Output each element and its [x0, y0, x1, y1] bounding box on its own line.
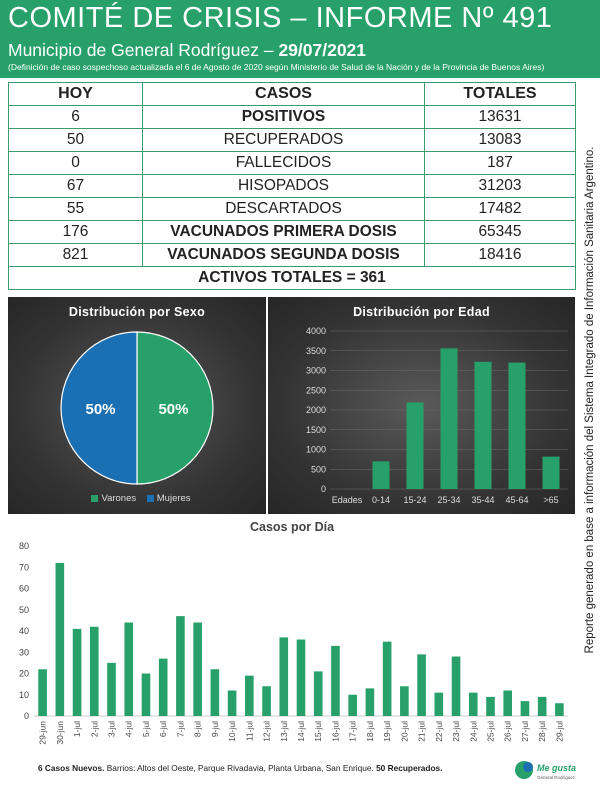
x-tick-label: 18-jul [364, 721, 375, 742]
table-row [9, 175, 576, 198]
report-subtitle [8, 40, 366, 61]
bar [279, 637, 288, 716]
bar [262, 686, 271, 716]
bar [521, 701, 530, 716]
daily-cases-bar-chart [8, 516, 576, 756]
y-tick-label: 80 [18, 541, 29, 551]
bar [452, 657, 461, 717]
x-tick-label: 11-jul [244, 721, 255, 742]
y-tick-label: 70 [18, 562, 29, 573]
bar [555, 703, 564, 716]
hoy-cell: 821 [9, 244, 143, 267]
bar [297, 640, 306, 717]
neighborhoods-note: Barrios: Altos del Oeste, Parque Rivadavia, Planta Urbana, San Enrique. [104, 763, 377, 773]
sex-distribution-panel [8, 297, 266, 514]
x-tick-label: 27-jul [519, 721, 530, 742]
sex-pie-chart [8, 297, 266, 514]
bar [228, 691, 237, 717]
bar [538, 697, 547, 716]
total-cell: 13631 [425, 106, 576, 129]
y-tick-label: 2000 [305, 405, 326, 415]
bar [486, 697, 495, 716]
bar [90, 627, 99, 716]
logo-subtext: General Rodríguez [537, 775, 576, 780]
bar [124, 623, 133, 717]
bar [509, 363, 526, 489]
age-chart-title: Distribución por Edad [353, 305, 490, 319]
logo-text: Me gusta [537, 763, 577, 773]
bar [56, 563, 65, 716]
x-tick-label: 25-jul [485, 721, 496, 742]
y-tick-label: 1500 [305, 424, 326, 435]
recovered-note: 50 Recuperados. [376, 763, 443, 773]
header-hoy: HOY [9, 83, 143, 106]
x-tick-label: 17-jul [347, 721, 358, 742]
x-tick-label: 19-jul [382, 721, 393, 742]
x-tick-label: 10-jul [227, 721, 238, 742]
x-tick-label: 16-jul [330, 721, 341, 742]
x-tick-label: 7-jul [175, 721, 186, 738]
case-label: FALLECIDOS [143, 152, 425, 175]
bar [373, 461, 390, 489]
bar [314, 671, 323, 716]
bar [159, 659, 168, 716]
case-label: HISOPADOS [143, 175, 425, 198]
table-row [9, 152, 576, 175]
x-tick-label: 12-jul [261, 721, 272, 742]
bar [73, 629, 82, 716]
x-tick-label: 15-24 [403, 495, 427, 505]
hoy-cell: 6 [9, 106, 143, 129]
total-cell: 18416 [425, 244, 576, 267]
new-cases-note: 6 Casos Nuevos. [38, 763, 105, 773]
x-tick-label: 4-jul [123, 721, 134, 738]
y-tick-label: 1000 [305, 444, 326, 455]
total-cell: 31203 [425, 175, 576, 198]
bar [348, 695, 357, 716]
y-tick-label: 10 [18, 689, 29, 700]
bar [193, 623, 202, 717]
y-tick-label: 0 [320, 484, 326, 494]
y-tick-label: 20 [18, 668, 29, 679]
x-tick-label: 30-jun [54, 721, 65, 745]
source-note-text: Reporte generado en base a información del Sistema Integrado de Información Sanitaria Argentino. [584, 146, 596, 654]
report-date: 29/07/2021 [278, 40, 367, 60]
x-tick-label: Edades [331, 495, 363, 505]
x-tick-label: 5-jul [140, 721, 151, 738]
hoy-cell: 176 [9, 221, 143, 244]
bar [475, 362, 492, 489]
pie-slice-label: 50% [85, 401, 116, 418]
bar [107, 663, 116, 716]
x-tick-label: 23-jul [451, 721, 462, 742]
bar [176, 616, 185, 716]
bar [417, 654, 426, 716]
x-tick-label: 29-jun [37, 721, 48, 745]
bar [441, 348, 458, 489]
bar [435, 693, 444, 716]
x-tick-label: 15-jul [313, 721, 324, 742]
bar [38, 669, 47, 716]
x-tick-label: 20-jul [399, 721, 410, 742]
case-label: RECUPERADOS [143, 129, 425, 152]
x-tick-label: 29-jul [554, 721, 565, 742]
x-tick-label: 21-jul [416, 721, 427, 742]
table-header-row [9, 83, 576, 106]
case-label: VACUNADOS SEGUNDA DOSIS [143, 244, 425, 267]
x-tick-label: 8-jul [192, 721, 203, 738]
total-cell: 13083 [425, 129, 576, 152]
case-definition-note: (Definición de caso sospechoso actualizada el 6 de Agosto de 2020 según Ministerio de Salud de la Nación y de la Provincia de Buenos Aires) [8, 62, 545, 72]
bar [211, 669, 220, 716]
report-header [0, 0, 600, 78]
x-tick-label: 25-34 [437, 495, 461, 505]
bar [407, 402, 424, 489]
x-tick-label: >65 [543, 495, 559, 505]
bar [245, 676, 254, 716]
y-tick-label: 4000 [305, 326, 326, 336]
bar [331, 646, 340, 716]
y-tick-label: 2500 [305, 385, 326, 396]
x-tick-label: 6-jul [158, 721, 169, 738]
activos-row [9, 267, 576, 290]
x-tick-label: 26-jul [502, 721, 513, 742]
y-tick-label: 500 [310, 464, 326, 475]
bar [142, 674, 151, 717]
y-tick-label: 30 [18, 647, 29, 658]
table-row [9, 106, 576, 129]
table-row [9, 129, 576, 152]
hoy-cell: 55 [9, 198, 143, 221]
bar [469, 693, 478, 716]
x-tick-label: 2-jul [89, 721, 100, 738]
y-tick-label: 3000 [305, 365, 326, 376]
x-tick-label: 0-14 [371, 495, 391, 505]
x-tick-label: 35-44 [471, 495, 495, 505]
x-tick-label: 24-jul [468, 721, 479, 742]
total-cell: 17482 [425, 198, 576, 221]
daily-chart-title: Casos por Día [249, 520, 335, 534]
header-casos: CASOS [143, 83, 425, 106]
report-title: COMITÉ DE CRISIS – INFORME Nº 491 [8, 2, 553, 34]
hoy-cell: 50 [9, 129, 143, 152]
table-row [9, 198, 576, 221]
table-row [9, 221, 576, 244]
x-tick-label: 45-64 [505, 495, 529, 505]
x-tick-label: 28-jul [537, 721, 548, 742]
age-distribution-panel [268, 297, 575, 514]
case-label: POSITIVOS [143, 106, 425, 129]
case-label: VACUNADOS PRIMERA DOSIS [143, 221, 425, 244]
table-row [9, 244, 576, 267]
y-tick-label: 3500 [305, 345, 326, 356]
sex-chart-title: Distribución por Sexo [68, 305, 206, 319]
x-tick-label: 13-jul [278, 721, 289, 742]
bar [400, 686, 409, 716]
y-tick-label: 40 [18, 626, 29, 636]
sex-chart-legend [8, 493, 266, 504]
x-tick-label: 1-jul [72, 721, 83, 738]
y-tick-label: 60 [18, 583, 29, 594]
footer-note [38, 763, 442, 773]
x-tick-label: 14-jul [296, 721, 306, 742]
legend-label-mujeres: Mujeres [156, 493, 191, 504]
hoy-cell: 67 [9, 175, 143, 198]
age-bar-chart [268, 297, 575, 514]
pie-slice-label: 50% [158, 401, 189, 418]
hoy-cell: 0 [9, 152, 143, 175]
total-cell: 187 [425, 152, 576, 175]
legend-swatch-varones [91, 495, 98, 502]
y-tick-label: 50 [18, 604, 29, 615]
bar [383, 642, 392, 716]
activos-totales: ACTIVOS TOTALES = 361 [9, 267, 576, 290]
x-tick-label: 9-jul [209, 721, 220, 738]
bar [503, 691, 512, 717]
header-totales: TOTALES [425, 83, 576, 106]
legend-label-varones: Varones [101, 493, 137, 504]
municipality-label: Municipio de General Rodríguez – [8, 40, 279, 60]
y-tick-label: 0 [23, 711, 29, 721]
legend-swatch-mujeres [147, 495, 154, 502]
cases-table [8, 82, 576, 290]
logo-accent-icon [523, 762, 533, 772]
case-label: DESCARTADOS [143, 198, 425, 221]
total-cell: 65345 [425, 221, 576, 244]
bar [366, 688, 375, 716]
x-tick-label: 3-jul [106, 721, 117, 738]
x-tick-label: 22-jul [433, 721, 444, 742]
source-note [580, 120, 600, 680]
me-gusta-logo [512, 756, 592, 788]
daily-cases-panel [8, 516, 576, 756]
bar [543, 457, 560, 489]
